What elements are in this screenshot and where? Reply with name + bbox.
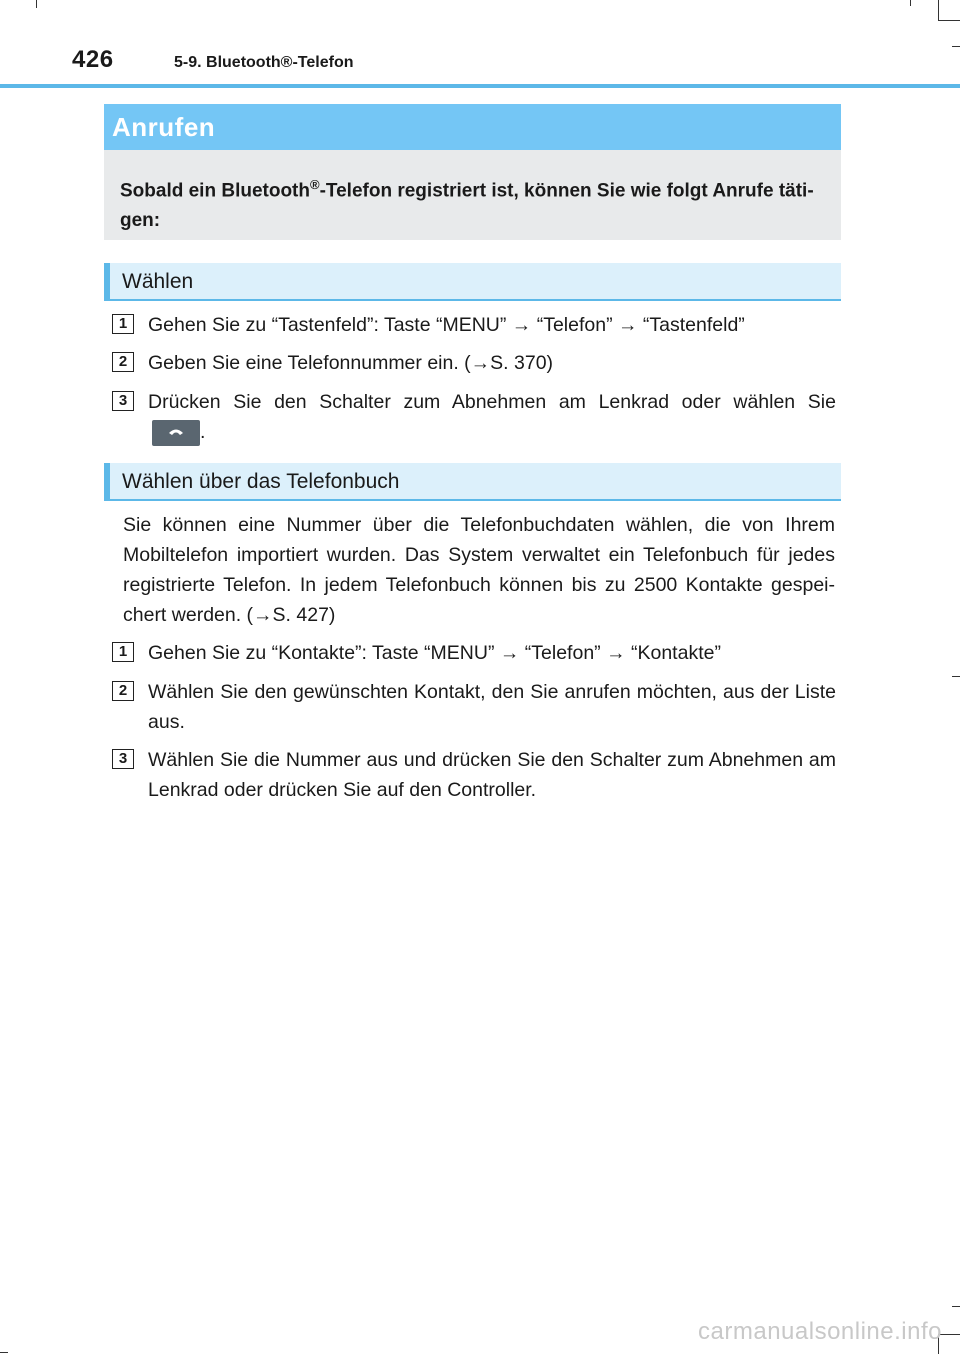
intro-text-part2: -Telefon registriert ist, können Sie wie folgt Anrufe täti-gen: — [120, 180, 814, 232]
step-number: 2 — [112, 352, 134, 372]
step-number: 2 — [112, 681, 134, 701]
crop-mark — [952, 1306, 960, 1307]
step-text: Geben Sie eine Telefonnummer ein. (→S. 370) — [148, 352, 554, 374]
step-text-with-button — [148, 387, 836, 447]
registered-mark: ® — [310, 177, 320, 192]
section-title: Anrufen — [104, 104, 841, 150]
phone-handset-button — [152, 420, 200, 446]
intro-box — [104, 150, 841, 240]
step-text: Wählen Sie den gewünschten Kontakt, den Sie anrufen möchten, aus der Liste aus. — [148, 681, 836, 733]
step-suffix: . — [200, 421, 206, 443]
crop-mark — [938, 0, 939, 20]
crop-mark — [952, 676, 960, 677]
step-text: Drücken Sie den Schalter zum Abnehmen am Lenkrad oder wählen Sie — [148, 391, 836, 413]
step-text: Gehen Sie zu “Tastenfeld”: Taste “MENU” → “Telefon” → “Tastenfeld” — [148, 314, 745, 336]
step-number: 3 — [112, 749, 134, 769]
chapter-title: 5-9. Bluetooth®-Telefon — [174, 54, 354, 71]
step-text: Gehen Sie zu “Kontakte”: Taste “MENU” → “Telefon” → “Kontakte” — [148, 642, 721, 664]
crop-mark — [938, 20, 960, 21]
page-number: 426 — [72, 46, 114, 73]
page-header — [0, 40, 960, 88]
crop-mark — [0, 1352, 8, 1353]
watermark: carmanualsonline.info — [698, 1318, 942, 1345]
intro-text-part1: Sobald ein Bluetooth — [120, 180, 310, 202]
crop-mark — [36, 0, 37, 8]
subheading-telefonbuch: Wählen über das Telefonbuch — [104, 463, 841, 501]
step-number: 3 — [112, 391, 134, 411]
header-rule — [0, 84, 960, 88]
telefonbuch-paragraph: Sie können eine Nummer über die Telefonbuchdaten wählen, die von Ihrem Mobiltelefon importiert wurden. Das System verwaltet ein Telefonbuch für jedes registrierte Telefon. In jedem Telefonbuch können bis zu 2500 Kontakte gespei-chert werden. (→S. 427) — [123, 514, 835, 626]
crop-mark — [910, 0, 911, 6]
step-text: Wählen Sie die Nummer aus und drücken Sie den Schalter zum Abnehmen am Lenkrad oder drücken Sie auf den Controller. — [148, 749, 836, 801]
phone-handset-icon — [168, 427, 184, 439]
step-number: 1 — [112, 642, 134, 662]
step-number: 1 — [112, 314, 134, 334]
subheading-waehlen: Wählen — [104, 263, 841, 301]
